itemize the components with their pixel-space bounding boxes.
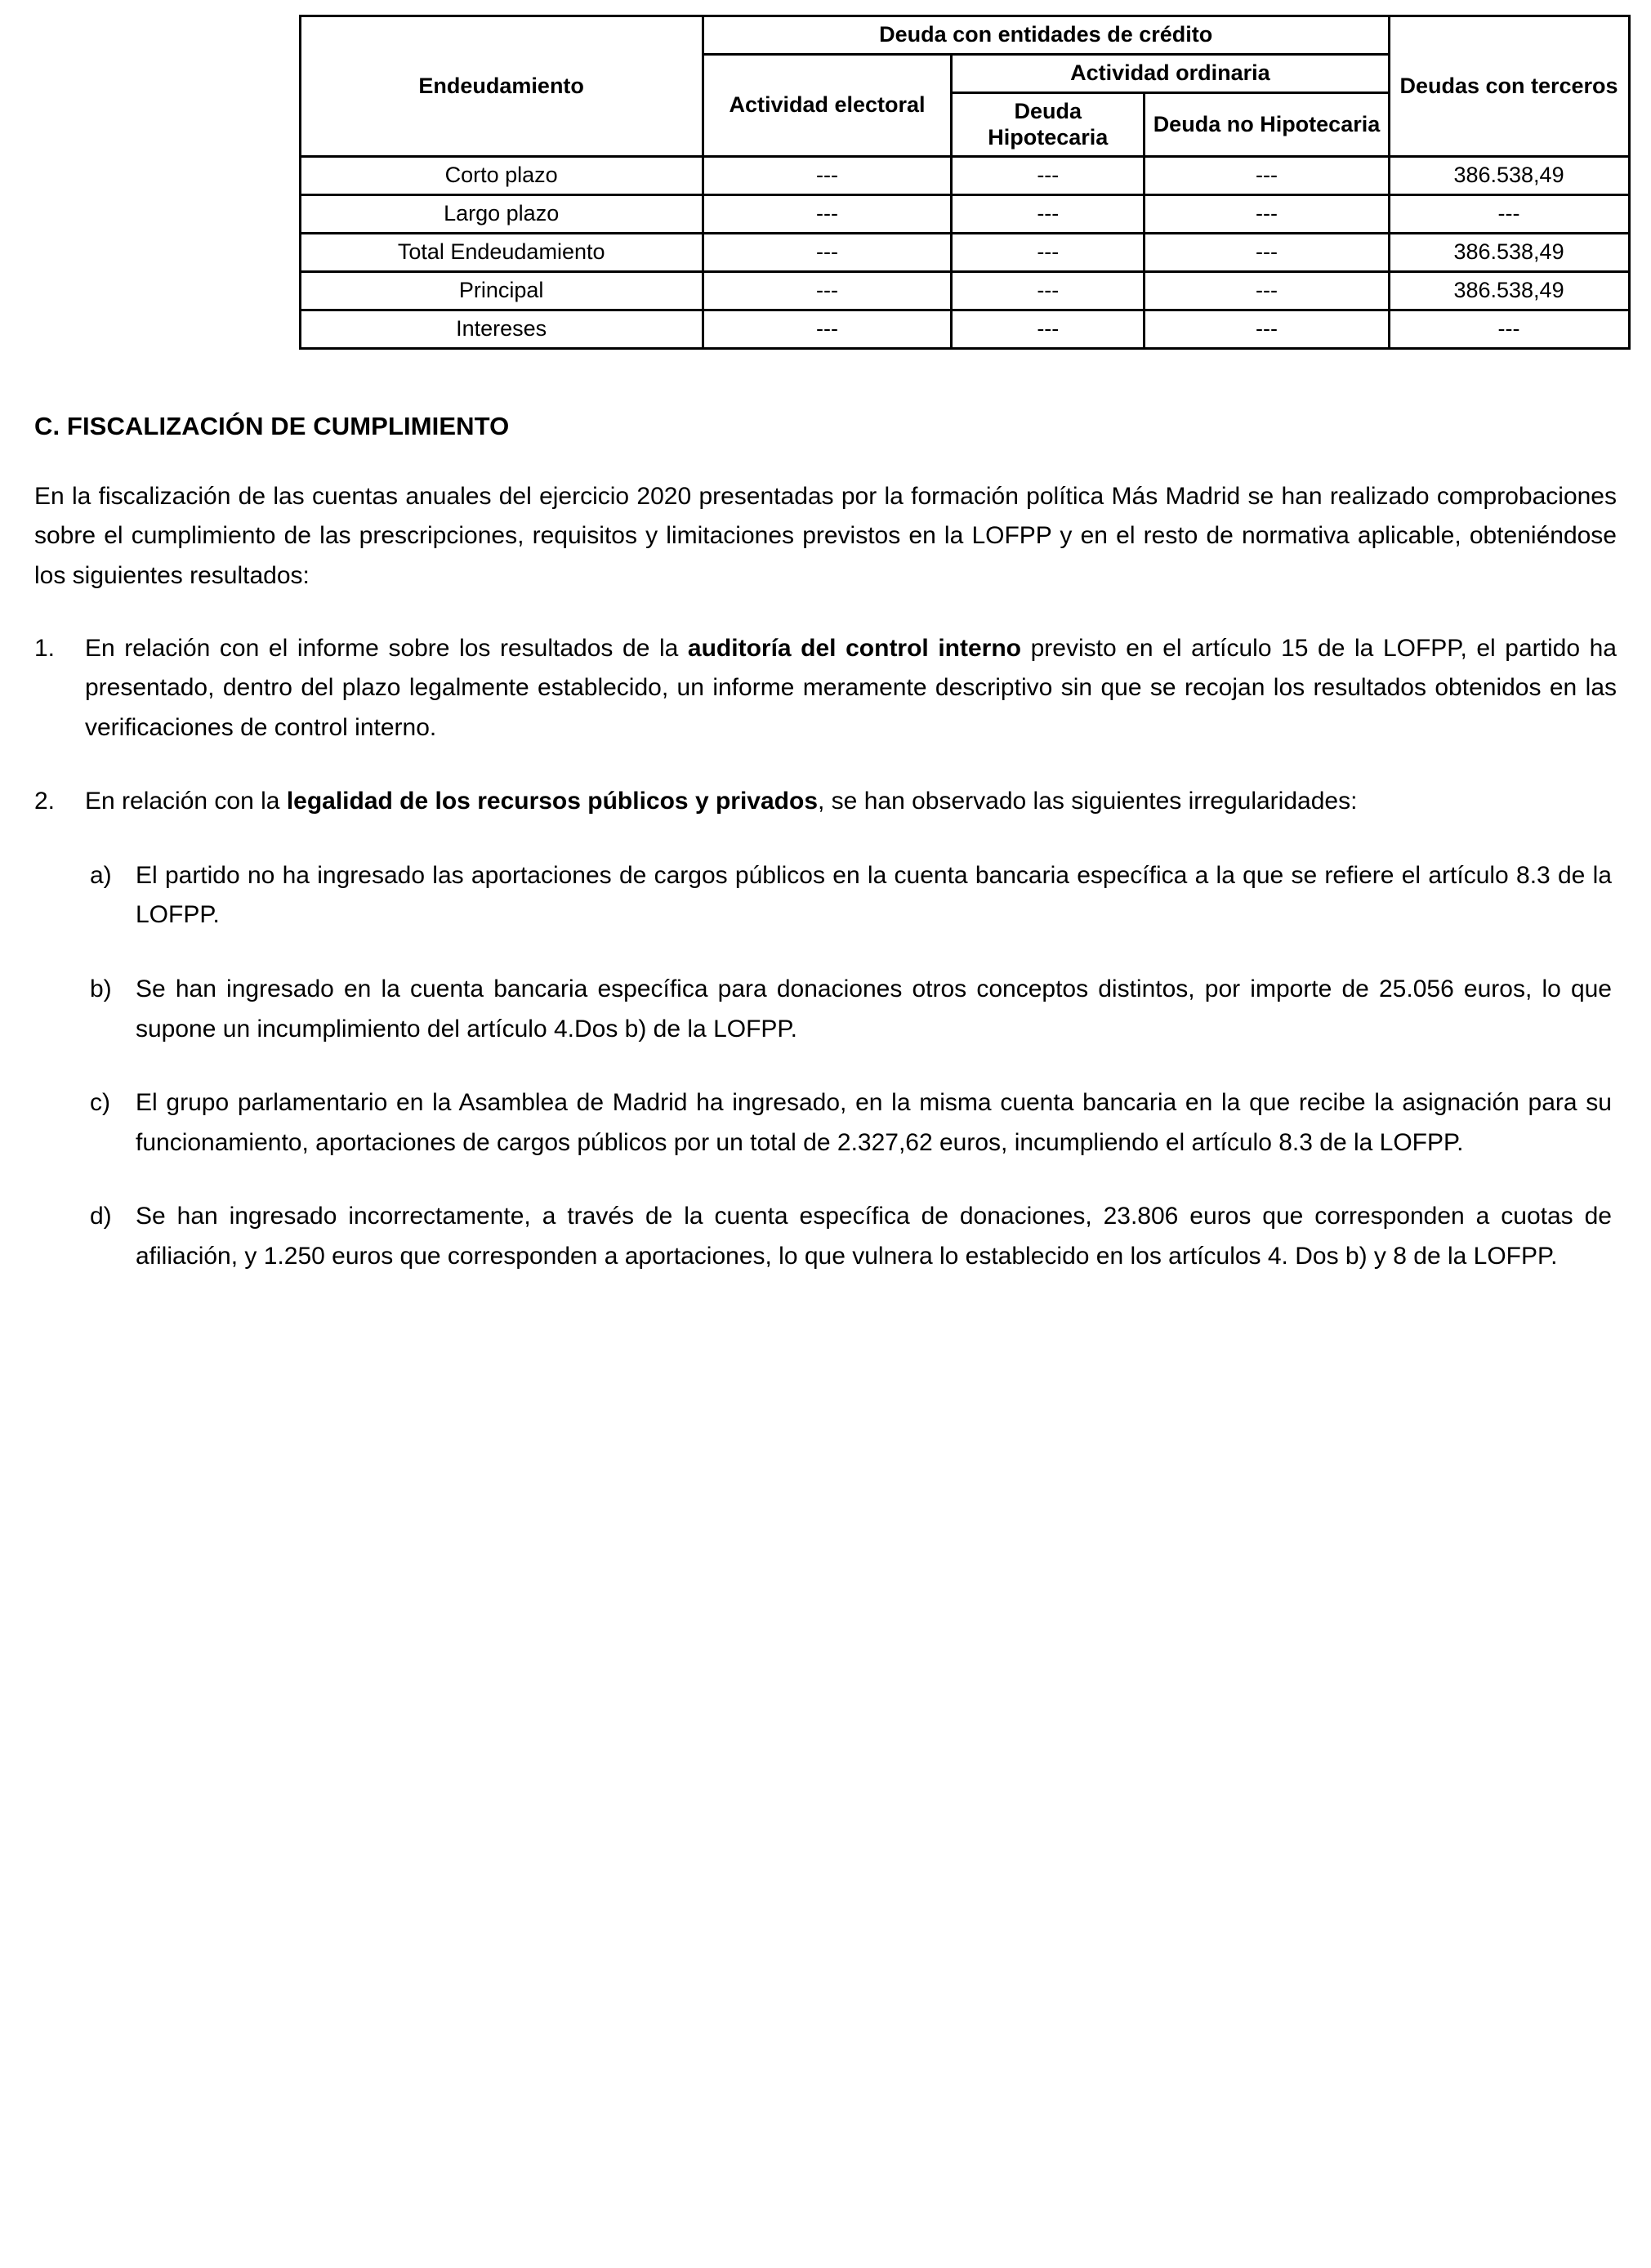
cell-electoral: --- — [703, 195, 951, 234]
debt-table-container — [160, 15, 1618, 350]
sublist-marker: c) — [90, 1089, 110, 1117]
numbered-list — [34, 629, 1617, 1277]
sublist-marker: b) — [90, 976, 112, 1003]
item2-bold-phrase: legalidad de los recursos públicos y privados — [286, 788, 819, 815]
header-deudas-terceros: Deudas con terceros — [1389, 16, 1629, 157]
sublist-item-text: El grupo parlamentario en la Asamblea de Madrid ha ingresado, en la misma cuenta bancaria en la que recibe la asignación para su funcionamiento, aportaciones de cargos públicos por un total de 2.327,62 euros, incumpliendo el artículo 8.3 de la LOFPP. — [136, 1089, 1612, 1156]
cell-terceros: 386.538,49 — [1389, 157, 1629, 195]
cell-electoral: --- — [703, 157, 951, 195]
cell-hipotecaria: --- — [952, 272, 1145, 310]
item2-text-part2: , se han observado las siguientes irregularidades: — [818, 788, 1358, 815]
cell-terceros: --- — [1389, 310, 1629, 348]
sublist-item-c — [90, 1083, 1612, 1163]
sublist-item-text: Se han ingresado en la cuenta bancaria específica para donaciones otros conceptos distintos, por importe de 25.056 euros, lo que supone un incumplimiento del artículo 4.Dos b) de la LOFPP. — [136, 976, 1612, 1042]
cell-hipotecaria: --- — [952, 310, 1145, 348]
intro-paragraph: En la fiscalización de las cuentas anuales del ejercicio 2020 presentadas por la formación política Más Madrid se han realizado comprobaciones sobre el cumplimiento de las prescripciones, requisitos y limitaciones previstos en la LOFPP y en el resto de normativa aplicable, obteniéndose los siguientes resultados: — [34, 482, 1617, 589]
row-label: Total Endeudamiento — [300, 234, 703, 272]
sublist-marker: a) — [90, 861, 112, 889]
table-row — [300, 310, 1629, 348]
item2-text-part1: En relación con la — [85, 788, 287, 815]
item1-text-part1: En relación con el informe sobre los resultados de la — [85, 634, 688, 662]
cell-no-hipotecaria: --- — [1145, 310, 1389, 348]
list-item-1 — [34, 629, 1617, 748]
table-header-row-1 — [300, 16, 1629, 55]
row-label: Corto plazo — [300, 157, 703, 195]
cell-electoral: --- — [703, 234, 951, 272]
cell-no-hipotecaria: --- — [1145, 195, 1389, 234]
cell-terceros: 386.538,49 — [1389, 272, 1629, 310]
header-deuda-entidades-credito: Deuda con entidades de crédito — [703, 16, 1389, 55]
table-row — [300, 195, 1629, 234]
lettered-sublist — [90, 856, 1612, 1277]
cell-terceros: --- — [1389, 195, 1629, 234]
sublist-item-a — [90, 856, 1612, 935]
section-heading: C. FISCALIZACIÓN DE CUMPLIMIENTO — [34, 411, 510, 440]
row-label: Intereses — [300, 310, 703, 348]
sublist-item-b — [90, 970, 1612, 1049]
table-body — [300, 157, 1629, 348]
cell-terceros: 386.538,49 — [1389, 234, 1629, 272]
row-label: Principal — [300, 272, 703, 310]
endeudamiento-table — [299, 15, 1631, 350]
list-item-2 — [34, 782, 1617, 822]
sublist-item-d — [90, 1197, 1612, 1276]
list-item-text — [85, 629, 1617, 748]
sublist-marker: d) — [90, 1203, 112, 1230]
sublist-item-text: Se han ingresado incorrectamente, a través de la cuenta específica de donaciones, 23.806 euros que corresponden a cuotas de afiliación, y 1.250 euros que corresponden a aportaciones, lo que vulnera lo establecido en los artículos 4. Dos b) y 8 de la LOFPP. — [136, 1203, 1612, 1270]
cell-electoral: --- — [703, 272, 951, 310]
list-marker: 1. — [34, 634, 56, 662]
cell-no-hipotecaria: --- — [1145, 272, 1389, 310]
cell-hipotecaria: --- — [952, 195, 1145, 234]
sublist-item-text: El partido no ha ingresado las aportaciones de cargos públicos en la cuenta bancaria específica a la que se refiere el artículo 8.3 de la LOFPP. — [136, 861, 1612, 929]
table-header — [300, 16, 1629, 157]
cell-no-hipotecaria: --- — [1145, 234, 1389, 272]
item1-text-part2: previsto en el artículo 15 de la LOFPP, el partido ha presentado, dentro del plazo legalmente establecido, un informe meramente descriptivo sin que se recojan los resultados obtenidos en las verificaciones de control interno. — [85, 634, 1617, 741]
cell-no-hipotecaria: --- — [1145, 157, 1389, 195]
header-deuda-hipotecaria: Deuda Hipotecaria — [952, 92, 1145, 157]
header-deuda-no-hipotecaria: Deuda no Hipotecaria — [1145, 92, 1389, 157]
cell-hipotecaria: --- — [952, 234, 1145, 272]
table-row-total — [300, 234, 1629, 272]
cell-electoral: --- — [703, 310, 951, 348]
table-row — [300, 272, 1629, 310]
cell-hipotecaria: --- — [952, 157, 1145, 195]
header-actividad-ordinaria: Actividad ordinaria — [952, 54, 1389, 92]
table-row — [300, 157, 1629, 195]
list-item-text — [85, 782, 1617, 822]
row-label: Largo plazo — [300, 195, 703, 234]
list-marker: 2. — [34, 788, 56, 815]
item1-bold-phrase: auditoría del control interno — [687, 634, 1022, 662]
header-actividad-electoral: Actividad electoral — [703, 54, 951, 157]
header-endeudamiento: Endeudamiento — [300, 16, 703, 157]
